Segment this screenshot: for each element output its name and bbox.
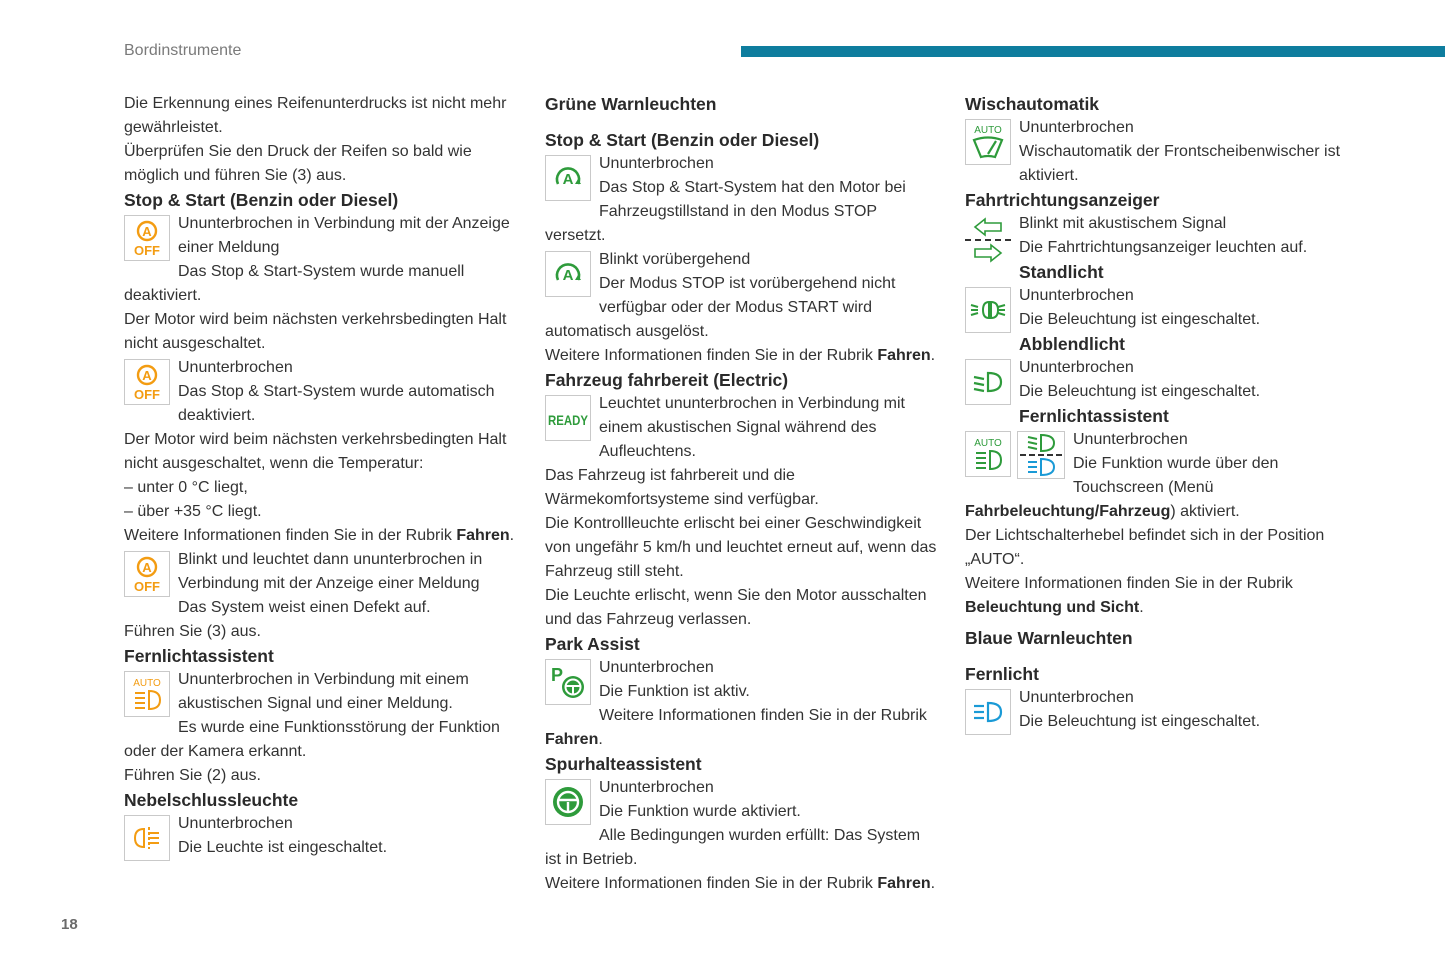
side-lights-green-icon xyxy=(965,287,1011,333)
indicator-block xyxy=(965,686,1357,734)
indicator-description: Blinkt und leuchtet dann ununterbrochen in Verbindung mit der Anzeige einer Meldung xyxy=(178,551,483,592)
header-accent-bar xyxy=(741,46,1445,57)
ready-green-icon xyxy=(545,395,591,441)
page-number: 18 xyxy=(61,916,78,933)
reference-link-text: Fahren xyxy=(877,875,931,892)
indicator-block xyxy=(965,284,1357,332)
indicator-description: Die Funktion wurde aktiviert. xyxy=(599,803,801,820)
svg-text:READY: READY xyxy=(548,412,589,428)
intro-text-1: Die Erkennung eines Reifenunterdrucks ist nicht mehr gewährleistet. xyxy=(124,95,507,136)
indicator-description: Die Beleuchtung ist eingeschaltet. xyxy=(1019,311,1261,328)
section-heading-park-assist: Park Assist xyxy=(545,634,640,654)
indicator-title: Ununterbrochen xyxy=(178,359,293,376)
indicator-block xyxy=(124,812,516,860)
indicator-title: Ununterbrochen xyxy=(1019,359,1134,376)
body-text: Der Motor wird beim nächsten verkehrsbedingten Halt nicht ausgeschaltet. xyxy=(124,311,507,352)
indicator-title: Ununterbrochen xyxy=(1073,431,1188,448)
indicator-description: Die Beleuchtung ist eingeschaltet. xyxy=(1019,383,1261,400)
list-item: – über +35 °C liegt. xyxy=(124,503,262,520)
park-assist-green-icon xyxy=(545,659,591,705)
reference-link-text: Fahren xyxy=(545,731,599,748)
indicator-title: Ununterbrochen xyxy=(1019,689,1134,706)
section-heading-auto-wiper: Wischautomatik xyxy=(965,94,1100,114)
svg-text:A: A xyxy=(142,560,152,575)
reference-text: Weitere Informationen finden Sie in der Rubrik Fahren. xyxy=(545,707,927,748)
body-text: Führen Sie (2) aus. xyxy=(124,767,261,784)
indicator-block xyxy=(124,356,516,428)
indicator-description: Die Beleuchtung ist eingeschaltet. xyxy=(1019,713,1261,730)
indicator-block xyxy=(965,428,1357,500)
body-text: Der Motor wird beim nächsten verkehrsbedingten Halt nicht ausgeschaltet, wenn die Temperatur: xyxy=(124,431,507,472)
indicator-description: Das Stop & Start-System hat den Motor bei Fahrzeugstillstand in den Modus STOP versetzt. xyxy=(545,179,906,244)
indicator-description: Die Fahrtrichtungsanzeiger leuchten auf. xyxy=(1019,239,1308,256)
indicator-description: Das Stop & Start-System wurde automatisch deaktiviert. xyxy=(178,383,495,424)
indicator-block xyxy=(124,548,516,596)
rear-fog-light-orange-icon xyxy=(124,815,170,861)
svg-text:OFF: OFF xyxy=(134,387,160,402)
list-item: – unter 0 °C liegt, xyxy=(124,479,248,496)
body-text: Die Kontrollleuchte erlischt bei einer Geschwindigkeit von ungefähr 5 km/h und leuchtet erneut auf, wenn das Fahrzeug still steht. xyxy=(545,515,937,580)
stop-start-off-orange-icon xyxy=(124,359,170,405)
section-heading-low-beam: Abblendlicht xyxy=(1019,334,1125,354)
indicator-description: Ununterbrochen in Verbindung mit der Anzeige einer Meldung xyxy=(178,215,510,256)
svg-text:A: A xyxy=(142,368,152,383)
indicator-title: Blinkt vorübergehend xyxy=(599,251,751,268)
reference-link-text: Beleuchtung und Sicht xyxy=(965,599,1140,616)
body-text: Alle Bedingungen wurden erfüllt: Das System ist in Betrieb. xyxy=(545,827,921,868)
section-heading-stop-start: Stop & Start (Benzin oder Diesel) xyxy=(545,130,820,150)
svg-text:OFF: OFF xyxy=(134,243,160,258)
svg-text:OFF: OFF xyxy=(134,579,160,594)
section-heading-ready: Fahrzeug fahrbereit (Electric) xyxy=(545,370,789,390)
indicator-description: Die Leuchte ist eingeschaltet. xyxy=(178,839,388,856)
indicator-block xyxy=(545,392,940,464)
body-text: Das Stop & Start-System wurde manuell deaktiviert. xyxy=(124,263,465,304)
body-text: Es wurde eine Funktionsstörung der Funktion oder der Kamera erkannt. xyxy=(124,719,500,760)
svg-text:AUTO: AUTO xyxy=(974,125,1002,136)
high-beam-assist-orange-icon xyxy=(124,671,170,717)
svg-text:AUTO: AUTO xyxy=(133,678,161,689)
indicator-title: Ununterbrochen xyxy=(178,815,293,832)
reference-text: Weitere Informationen finden Sie in der Rubrik Fahren. xyxy=(545,875,936,892)
indicator-title: Ununterbrochen xyxy=(1019,287,1134,304)
auto-wiper-green-icon xyxy=(965,119,1011,165)
section-heading-high-beam-assist: Fernlichtassistent xyxy=(1019,406,1169,426)
indicator-title: Ununterbrochen xyxy=(599,659,714,676)
high-beam-assist-auto-green-icon xyxy=(965,431,1011,477)
section-heading-lane-assist: Spurhalteassistent xyxy=(545,754,702,774)
indicator-description: Die Funktion ist aktiv. xyxy=(599,683,750,700)
svg-text:P: P xyxy=(550,665,564,685)
indicator-description: Die Funktion wurde über den Touchscreen (Menü xyxy=(1073,455,1279,496)
body-text: Die Leuchte erlischt, wenn Sie den Motor ausschalten und das Fahrzeug verlassen. xyxy=(545,587,927,628)
indicator-block xyxy=(965,116,1357,188)
reference-link-text: Fahren xyxy=(877,347,931,364)
svg-text:A: A xyxy=(562,267,574,284)
turn-signal-icon xyxy=(965,215,1011,265)
indicator-block xyxy=(965,356,1357,404)
indicator-block xyxy=(545,656,940,704)
indicator-description: Ununterbrochen in Verbindung mit einem akustischen Signal und einer Meldung. xyxy=(178,671,469,712)
indicator-block xyxy=(124,212,516,260)
reference-text: Weitere Informationen finden Sie in der Rubrik Fahren. xyxy=(545,347,936,364)
svg-text:AUTO: AUTO xyxy=(974,438,1002,449)
section-heading-blue-lights: Blaue Warnleuchten xyxy=(965,628,1133,648)
section-heading-high-beam: Fernlicht xyxy=(965,664,1039,684)
stop-start-green-icon xyxy=(545,155,591,201)
indicator-block xyxy=(545,152,940,248)
section-heading-stop-start: Stop & Start (Benzin oder Diesel) xyxy=(124,190,399,210)
indicator-block xyxy=(965,212,1357,260)
column-1 xyxy=(124,92,516,861)
intro-text-2: Überprüfen Sie den Druck der Reifen so bald wie möglich und führen Sie (3) aus. xyxy=(124,143,472,184)
indicator-title: Ununterbrochen xyxy=(599,155,714,172)
beam-switch-icon xyxy=(1017,431,1065,479)
stop-start-green-icon xyxy=(545,251,591,297)
high-beam-blue-icon xyxy=(965,689,1011,735)
low-beam-green-icon xyxy=(965,359,1011,405)
steering-wheel-green-icon xyxy=(545,779,591,825)
reference-link-text: Fahren xyxy=(456,527,510,544)
svg-text:A: A xyxy=(142,224,152,239)
body-text: Führen Sie (3) aus. xyxy=(124,623,261,640)
body-text: Der Lichtschalterhebel befindet sich in der Position „AUTO“. xyxy=(965,527,1325,568)
reference-text: Weitere Informationen finden Sie in der Rubrik Beleuchtung und Sicht. xyxy=(965,575,1293,616)
indicator-description: Der Modus STOP ist vorübergehend nicht verfügbar oder der Modus START wird automatisch ausgelöst. xyxy=(545,275,896,340)
reference-text: Weitere Informationen finden Sie in der Rubrik Fahren. xyxy=(124,527,515,544)
icon-pair xyxy=(965,431,1065,479)
stop-start-off-orange-icon xyxy=(124,551,170,597)
stop-start-off-orange-icon xyxy=(124,215,170,261)
section-heading-side-lights: Standlicht xyxy=(1019,262,1104,282)
section-heading-high-beam-assist: Fernlichtassistent xyxy=(124,646,274,666)
body-text: Das System weist einen Defekt auf. xyxy=(178,599,431,616)
column-2 xyxy=(545,92,940,896)
indicator-block xyxy=(124,668,516,716)
indicator-block xyxy=(545,776,940,824)
indicator-title: Ununterbrochen xyxy=(1019,119,1134,136)
running-header: Bordinstrumente xyxy=(124,42,242,59)
indicator-block xyxy=(545,248,940,344)
section-heading-rear-fog: Nebelschlussleuchte xyxy=(124,790,299,810)
indicator-title: Ununterbrochen xyxy=(599,779,714,796)
body-text: Das Fahrzeug ist fahrbereit und die Wärmekomfortsysteme sind verfügbar. xyxy=(545,467,819,508)
section-heading-turn-signals: Fahrtrichtungsanzeiger xyxy=(965,190,1160,210)
body-text: Fahrbeleuchtung/Fahrzeug) aktiviert. xyxy=(965,503,1240,520)
section-heading-green-lights: Grüne Warnleuchten xyxy=(545,94,717,114)
column-3 xyxy=(965,92,1357,735)
indicator-description: Leuchtet ununterbrochen in Verbindung mit einem akustischen Signal während des Aufleuchtens. xyxy=(599,395,905,460)
svg-text:A: A xyxy=(562,171,574,188)
indicator-description: Wischautomatik der Frontscheibenwischer ist aktiviert. xyxy=(1019,143,1341,184)
indicator-title: Blinkt mit akustischem Signal xyxy=(1019,215,1227,232)
